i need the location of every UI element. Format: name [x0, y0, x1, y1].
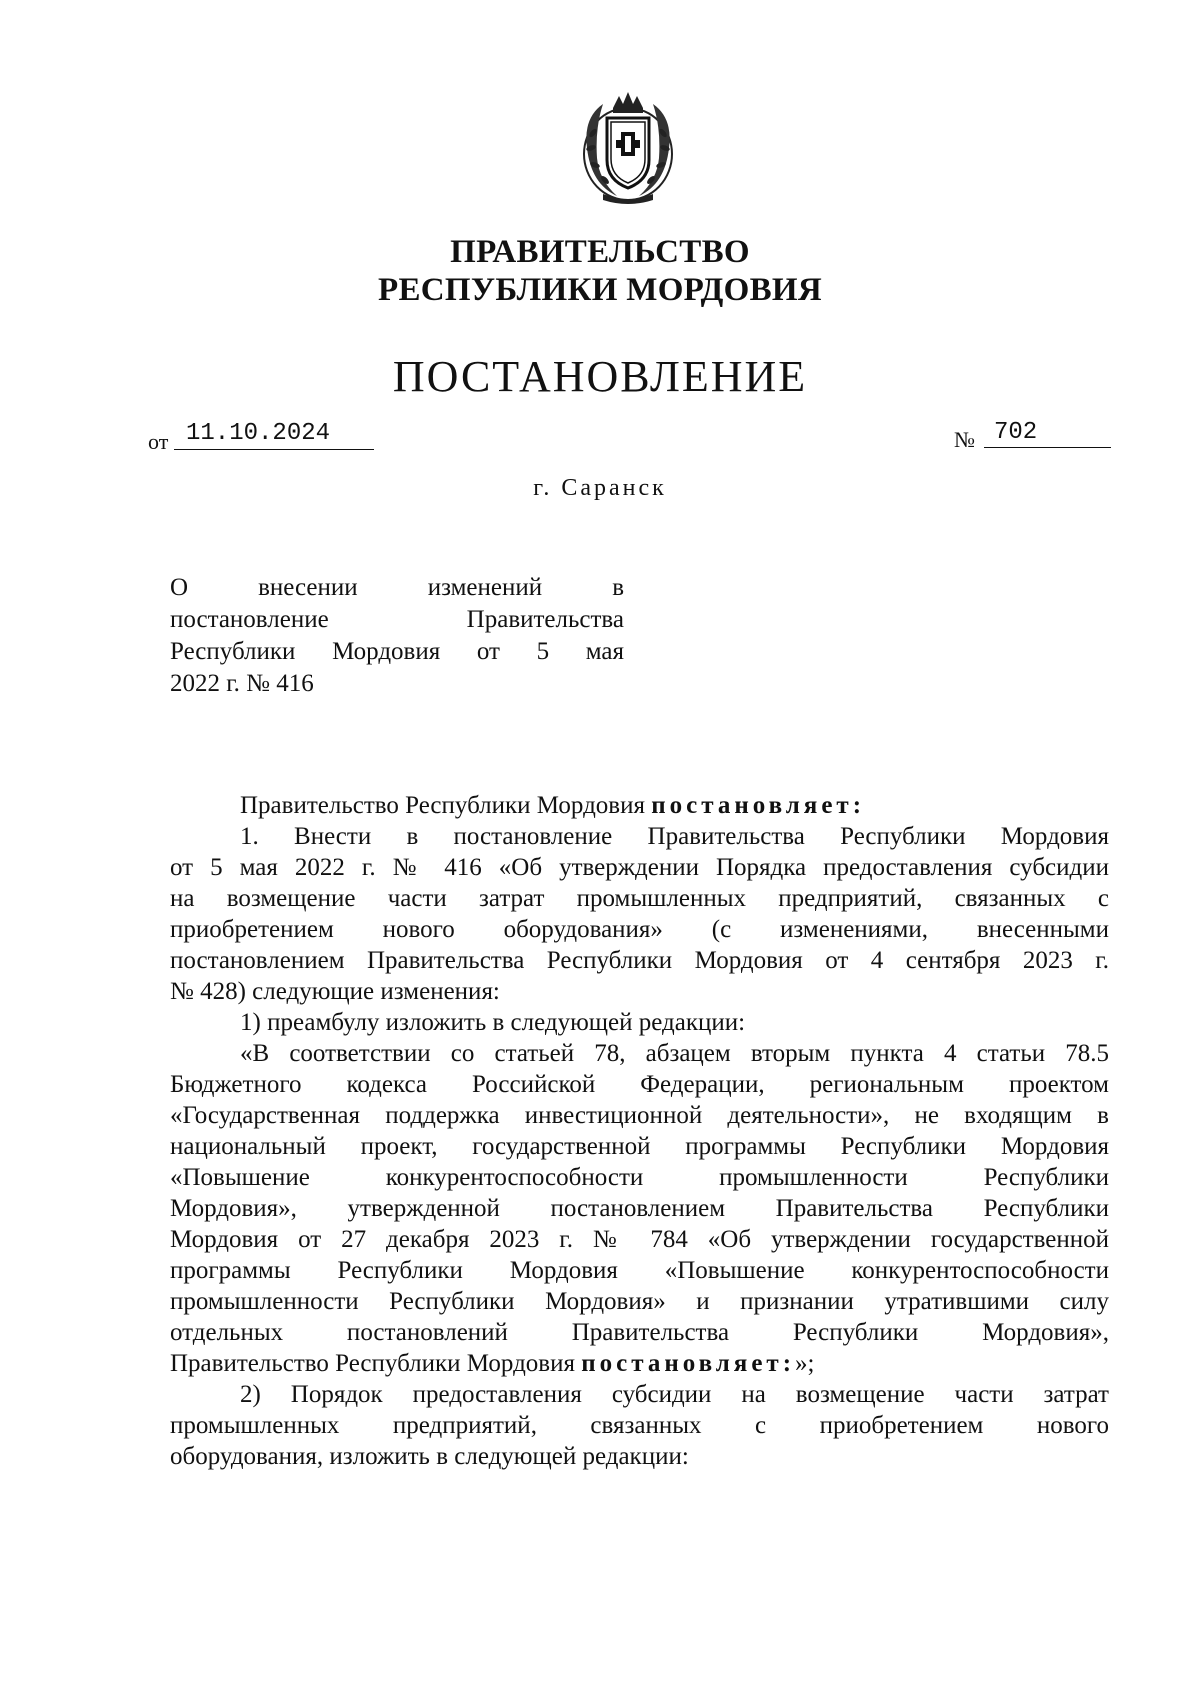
- city-line: г. Саранск: [533, 475, 667, 501]
- body-line: промышленности Республики Мордовия» и признании утратившими силу: [170, 1288, 1109, 1315]
- body-intro-line: [170, 790, 1109, 821]
- body-line: «Государственная поддержка инвестиционной деятельности», не входящим в: [170, 1102, 1109, 1129]
- subject-word: мая: [585, 638, 625, 665]
- body-line: национальный проект, государственной программы Республики Мордовия: [170, 1133, 1109, 1160]
- document-number: 702: [984, 420, 1111, 448]
- organization-name-line1: ПРАВИТЕЛЬСТВО: [450, 234, 750, 270]
- subject-line: 2022 г. № 416: [170, 670, 314, 697]
- subject-word: Мордовия: [332, 638, 441, 665]
- document-subject: [170, 572, 624, 700]
- body-line: 2) Порядок предоставления субсидии на возмещение части затрат: [240, 1381, 1109, 1408]
- body-line: приобретением нового оборудования» (с изменениями, внесенными: [170, 916, 1109, 943]
- subject-word: 5: [536, 638, 550, 665]
- body-line: программы Республики Мордовия «Повышение конкурентоспособности: [170, 1257, 1109, 1284]
- subject-line: [170, 636, 624, 668]
- intro-emphasis: постановляет:: [651, 792, 866, 819]
- intro-text: Правительство Республики Мордовия: [240, 792, 652, 819]
- closing-text: Правительство Республики Мордовия: [170, 1350, 582, 1377]
- body-line: на возмещение части затрат промышленных предприятий, связанных с: [170, 885, 1109, 912]
- subject-word: от: [476, 638, 500, 665]
- body-line: Бюджетного кодекса Российской Федерации, региональным проектом: [170, 1071, 1109, 1098]
- subject-line: [170, 572, 624, 604]
- number-prefix: №: [954, 427, 975, 452]
- body-line: Мордовия», утвержденной постановлением Правительства Республики: [170, 1195, 1109, 1222]
- body-line: отдельных постановлений Правительства Республики Мордовия»,: [170, 1319, 1109, 1346]
- body-line: № 428) следующие изменения:: [170, 978, 500, 1005]
- document-body: [170, 790, 1109, 1472]
- body-line: [170, 1348, 1109, 1379]
- subject-line: [170, 604, 624, 636]
- body-line: промышленных предприятий, связанных с приобретением нового: [170, 1412, 1109, 1439]
- body-line: Мордовия от 27 декабря 2023 г. № 784 «Об утверждении государственной: [170, 1226, 1109, 1253]
- document-type-title: ПОСТАНОВЛЕНИЕ: [392, 352, 808, 401]
- body-line: «Повышение конкурентоспособности промышленности Республики: [170, 1164, 1109, 1191]
- organization-name-line2: РЕСПУБЛИКИ МОРДОВИЯ: [377, 272, 822, 308]
- subject-word: изменений: [427, 574, 543, 601]
- subject-word: Республики: [170, 638, 296, 665]
- subject-word: О: [170, 574, 189, 601]
- body-line: 1. Внести в постановление Правительства Республики Мордовия: [240, 823, 1109, 850]
- body-line: постановлением Правительства Республики Мордовия от 4 сентября 2023 г.: [170, 947, 1109, 974]
- subject-word: в: [612, 574, 624, 601]
- body-line: оборудования, изложить в следующей редакции:: [170, 1443, 689, 1470]
- subject-word: Правительства: [466, 606, 624, 633]
- body-line: «В соответствии со статьей 78, абзацем вторым пункта 4 статьи 78.5: [240, 1040, 1109, 1067]
- closing-tail: »;: [795, 1350, 815, 1377]
- document-date: 11.10.2024: [174, 420, 374, 450]
- subject-word: внесении: [258, 574, 358, 601]
- body-line: 1) преамбулу изложить в следующей редакции:: [240, 1009, 746, 1036]
- subject-word: постановление: [170, 606, 329, 633]
- coat-of-arms-emblem: [573, 88, 683, 208]
- closing-emphasis: постановляет:: [581, 1350, 796, 1377]
- date-prefix: от: [148, 429, 169, 454]
- body-line: от 5 мая 2022 г. № 416 «Об утверждении Порядка предоставления субсидии: [170, 854, 1109, 881]
